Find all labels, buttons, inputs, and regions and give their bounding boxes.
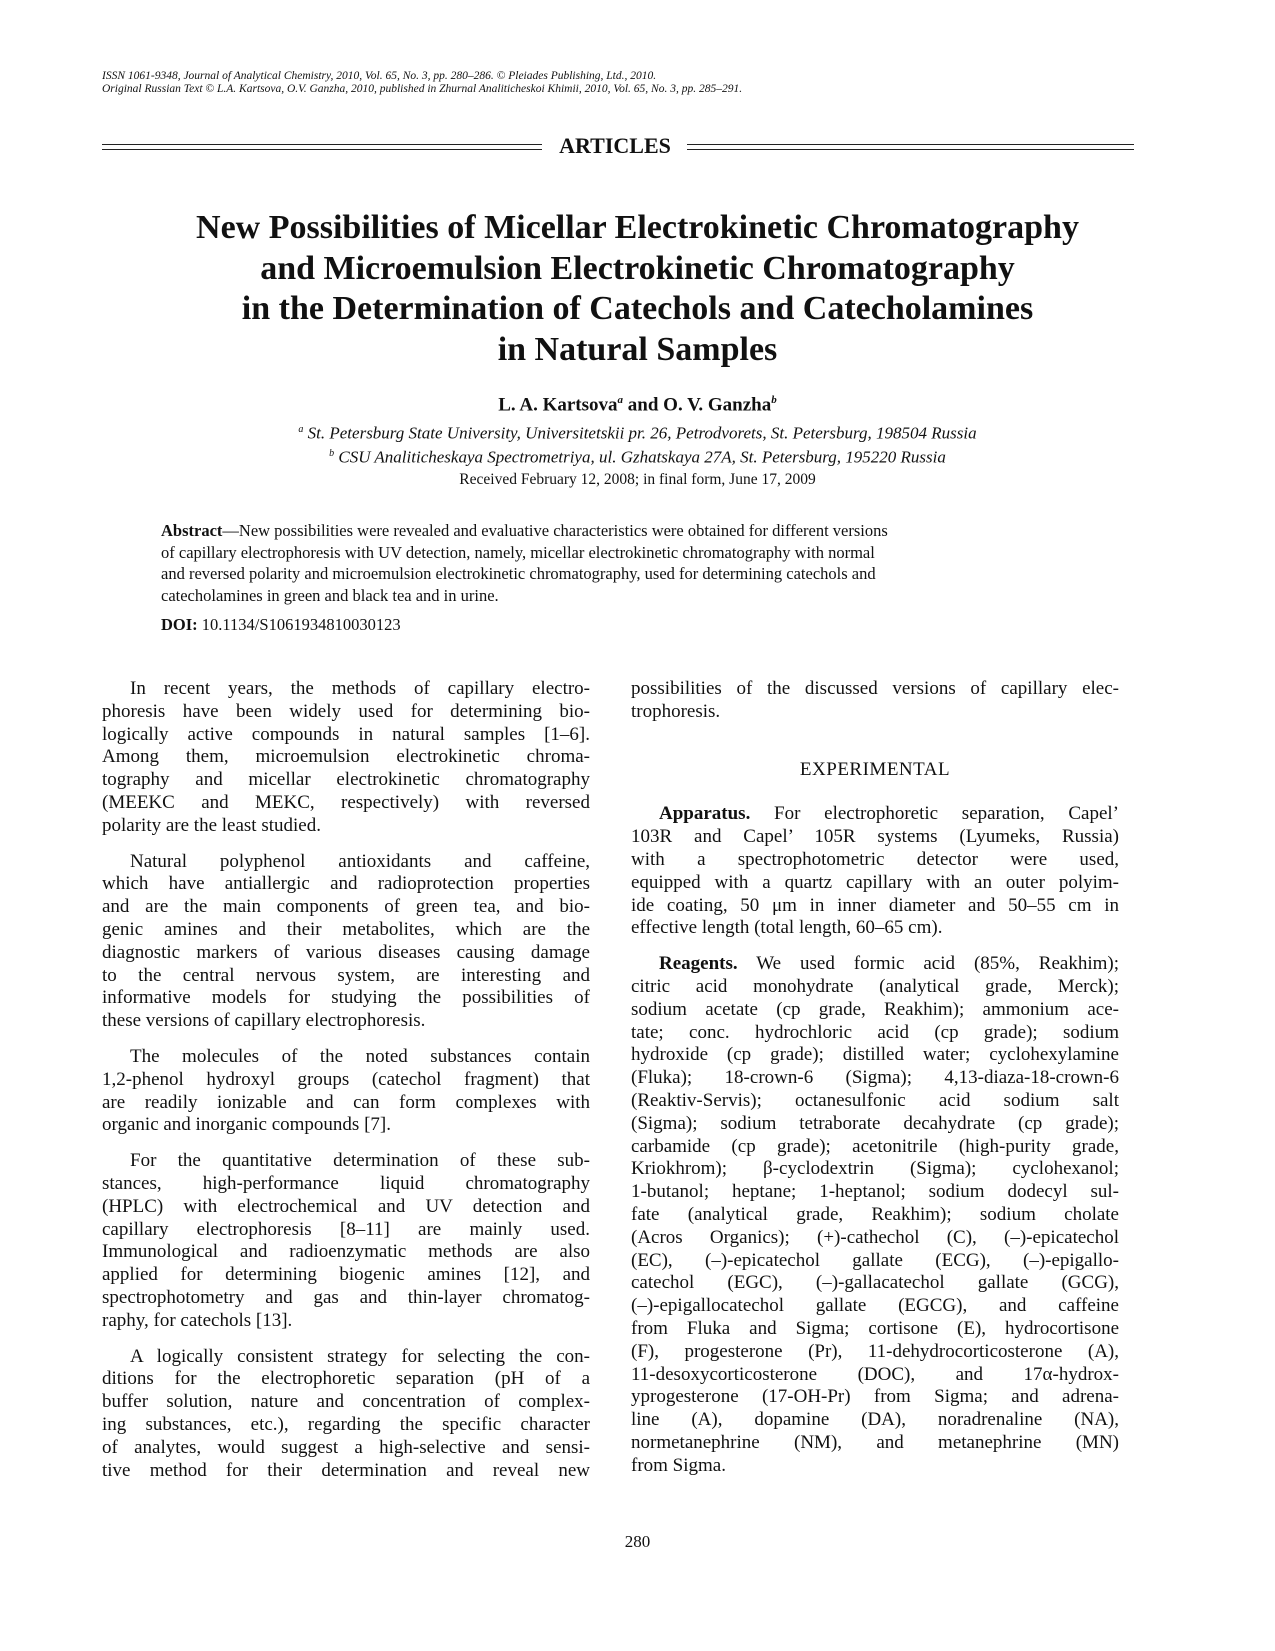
text-line: line (A), dopamine (DA), noradrenaline (NA), <box>631 1409 1119 1431</box>
text-line: from Sigma. <box>631 1454 726 1476</box>
text-line: buffer solution, nature and concentration of complex- <box>102 1391 590 1413</box>
text-line: In recent years, the methods of capillary electro- <box>130 678 590 699</box>
text-line: polarity are the least studied. <box>102 814 321 836</box>
double-rule-right <box>687 144 1134 150</box>
text-line: these versions of capillary electrophoresis. <box>102 1010 426 1032</box>
left-column <box>102 678 590 1495</box>
text-line: sodium acetate (cp grade, Reakhim); ammonium ace- <box>631 998 1119 1020</box>
text-line: yprogesterone (17-OH-Pr) from Sigma; and adrena- <box>631 1386 1119 1408</box>
reagents-label: Reagents. <box>659 953 738 975</box>
text-line: stances, high-performance liquid chromatography <box>102 1172 590 1194</box>
section-title: ARTICLES <box>559 133 671 158</box>
text-line: organic and inorganic compounds [7]. <box>102 1114 391 1136</box>
text-line: phoresis have been widely used for determining bio- <box>102 700 590 722</box>
received-dates: Received February 12, 2008; in final form, June 17, 2009 <box>459 471 816 488</box>
text-line: Natural polyphenol antioxidants and caffeine, <box>130 850 590 872</box>
authors <box>0 388 1275 417</box>
text-line: tive method for their determination and reveal new <box>102 1459 590 1481</box>
text-line: ditions for the electrophoretic separation (pH of a <box>102 1368 590 1390</box>
affiliation <box>0 420 1275 444</box>
text-line: tate; conc. hydrochloric acid (cp grade); sodium <box>631 1021 1119 1043</box>
abstract <box>161 520 1075 606</box>
text-line: equipped with a quartz capillary with an outer polyim- <box>631 871 1119 893</box>
author-affiliation-mark: b <box>771 394 777 406</box>
text-line: Kriokhrom); β-cyclodextrin (Sigma); cyclohexanol; <box>631 1158 1119 1180</box>
paragraph <box>102 851 590 1033</box>
page-number: 280 <box>624 1532 651 1551</box>
journal-header-line: ISSN 1061-9348, Journal of Analytical Chemistry, 2010, Vol. 65, No. 3, pp. 280–286. © Pleiades Publishing, Ltd., 2010. <box>102 70 657 82</box>
author-name: O. V. Ganzha <box>663 394 772 416</box>
abstract-line <box>161 520 1075 542</box>
title-line: in Natural Samples <box>497 330 778 368</box>
doi-value[interactable]: 10.1134/S1061934810030123 <box>197 615 401 634</box>
text-line: A logically consistent strategy for selecting the con- <box>130 1345 590 1367</box>
affiliation <box>0 444 1275 468</box>
text-line: effective length (total length, 60–65 cm). <box>631 917 943 939</box>
text-line: diagnostic markers of various diseases causing damage <box>102 941 590 963</box>
affiliation-mark: a <box>298 424 304 435</box>
text-line: citric acid monohydrate (analytical grade, Merck); <box>631 975 1119 997</box>
text-line <box>631 803 1119 826</box>
text-line: 1,2-phenol hydroxyl groups (catechol fragment) that <box>102 1068 590 1090</box>
text-line: The molecules of the noted substances contain <box>130 1045 590 1067</box>
text-line: informative models for studying the possibilities of <box>102 987 590 1009</box>
text-line: spectrophotometry and gas and thin-layer chromatog- <box>102 1286 590 1308</box>
text-line: applied for determining biogenic amines [12], and <box>102 1264 590 1286</box>
paragraph-apparatus <box>631 803 1119 940</box>
text-line: genic amines and their metabolites, which are the <box>102 918 590 940</box>
text-line: (EC), (–)-epicatechol gallate (ECG), (–)-epigallo- <box>631 1249 1119 1271</box>
text-line <box>631 953 1119 976</box>
text-line: trophoresis. <box>631 700 721 722</box>
affiliation-text: CSU Analiticheskaya Spectrometriya, ul. Gzhatskaya 27A, St. Petersburg, 195220 Russia <box>334 447 946 467</box>
abstract-text: —New possibilities were revealed and evaluative characteristics were obtained for different versions <box>222 521 888 540</box>
text-line: which have antiallergic and radioprotection properties <box>102 873 590 895</box>
text-line: ing substances, etc.), regarding the specific character <box>102 1413 590 1435</box>
apparatus-label: Apparatus. <box>659 803 751 825</box>
text-line: are readily ionizable and can form complexes with <box>102 1091 590 1113</box>
text-line: to the central nervous system, are interesting and <box>102 964 590 986</box>
text-line: carbamide (cp grade); acetonitrile (high-purity grade, <box>631 1135 1119 1157</box>
title-line: in the Determination of Catechols and Catecholamines <box>241 290 1034 327</box>
author-name: L. A. Kartsova <box>498 394 618 416</box>
abstract-line: and reversed polarity and microemulsion electrokinetic chromatography, used for determining catechols and <box>161 564 876 583</box>
author-affiliation-mark: a <box>617 394 624 406</box>
original-text-line: Original Russian Text © L.A. Kartsova, O.V. Ganzha, 2010, published in Zhurnal Analiticheskoi Khimii, 2010, Vol. 65, No. 3, pp. 285–291. <box>102 83 743 95</box>
text-line: Among them, microemulsion electrokinetic chroma- <box>102 746 590 768</box>
abstract-line: of capillary electrophoresis with UV detection, namely, micellar electrokinetic chromatography with normal <box>161 542 875 562</box>
affiliation-text: St. Petersburg State University, Universitetskii pr. 26, Petrodvorets, St. Petersburg, 198504 Russia <box>303 423 977 443</box>
text-line: (Sigma); sodium tetraborate decahydrate (cp grade); <box>631 1112 1119 1134</box>
text-line: possibilities of the discussed versions of capillary elec- <box>631 678 1119 699</box>
doi-label: DOI: <box>161 615 198 634</box>
text-line: 103R and Capel’ 105R systems (Lyumeks, Russia) <box>631 826 1119 848</box>
text-line: 11-desoxycorticosterone (DOC), and 17α-hydrox- <box>631 1363 1119 1385</box>
paragraph <box>631 678 1119 724</box>
text-line: ide coating, 50 μm in inner diameter and 50–55 cm in <box>631 894 1119 916</box>
text-line: raphy, for catechols [13]. <box>102 1309 293 1331</box>
text-line: (–)-epigallocatechol gallate (EGCG), and caffeine <box>631 1295 1119 1317</box>
text-line: from Fluka and Sigma; cortisone (E), hydrocortisone <box>631 1317 1119 1339</box>
text-line: normetanephrine (NM), and metanephrine (MN) <box>631 1431 1119 1453</box>
paragraph <box>102 678 590 838</box>
title-line: New Possibilities of Micellar Electrokinetic Chromatography <box>196 209 1079 246</box>
text-line: (MEEKC and MEKC, respectively) with reversed <box>102 791 590 813</box>
text-line: logically active compounds in natural samples [1–6]. <box>102 723 590 745</box>
text-line: For the quantitative determination of these sub- <box>130 1150 590 1172</box>
text-line: (Reaktiv-Servis); octanesulfonic acid sodium salt <box>631 1089 1119 1111</box>
text-line: (F), progesterone (Pr), 11-dehydrocorticosterone (A), <box>631 1340 1119 1362</box>
paragraph <box>102 1046 590 1137</box>
affiliation-mark: b <box>329 448 335 459</box>
text-line: with a spectrophotometric detector were used, <box>631 848 1119 870</box>
text-line: Immunological and radioenzymatic methods are also <box>102 1241 590 1263</box>
paragraph-reagents <box>631 953 1119 1477</box>
text-line: capillary electrophoresis [8–11] are mainly used. <box>102 1218 590 1240</box>
text-line: tography and micellar electrokinetic chromatography <box>102 769 590 791</box>
text-line: of analytes, would suggest a high-selective and sensi- <box>102 1436 590 1458</box>
paragraph <box>102 1150 590 1332</box>
text-line: and are the main components of green tea, and bio- <box>102 896 590 918</box>
text-line: hydroxide (cp grade); distilled water; cyclohexylamine <box>631 1044 1119 1066</box>
text-line: (Acros Organics); (+)-cathechol (C), (–)-epicatechol <box>631 1226 1119 1248</box>
text-line: catechol (EGC), (–)-gallacatechol gallate (GCG), <box>631 1272 1119 1294</box>
authors-and: and <box>623 394 664 416</box>
title-line: and Microemulsion Electrokinetic Chromatography <box>260 249 1015 287</box>
article-title <box>100 208 1175 370</box>
doi <box>161 614 401 635</box>
section-heading-experimental: EXPERIMENTAL <box>799 758 951 780</box>
text-line: fate (analytical grade, Reakhim); sodium cholate <box>631 1203 1119 1225</box>
double-rule-left <box>102 144 542 150</box>
section-bar <box>102 132 1134 162</box>
right-column <box>631 678 1119 1491</box>
apparatus-text: For electrophoretic separation, Capel’ <box>750 803 1119 825</box>
text-line: 1-butanol; heptane; 1-heptanol; sodium dodecyl sul- <box>631 1181 1119 1203</box>
text-line: (HPLC) with electrochemical and UV detection and <box>102 1195 590 1217</box>
text-line: (Fluka); 18-crown-6 (Sigma); 4,13-diaza-18-crown-6 <box>631 1067 1119 1089</box>
paragraph <box>102 1346 590 1483</box>
reagents-text: We used formic acid (85%, Reakhim); <box>737 953 1119 975</box>
abstract-line: catecholamines in green and black tea and in urine. <box>161 585 499 605</box>
abstract-label: Abstract <box>161 521 223 540</box>
